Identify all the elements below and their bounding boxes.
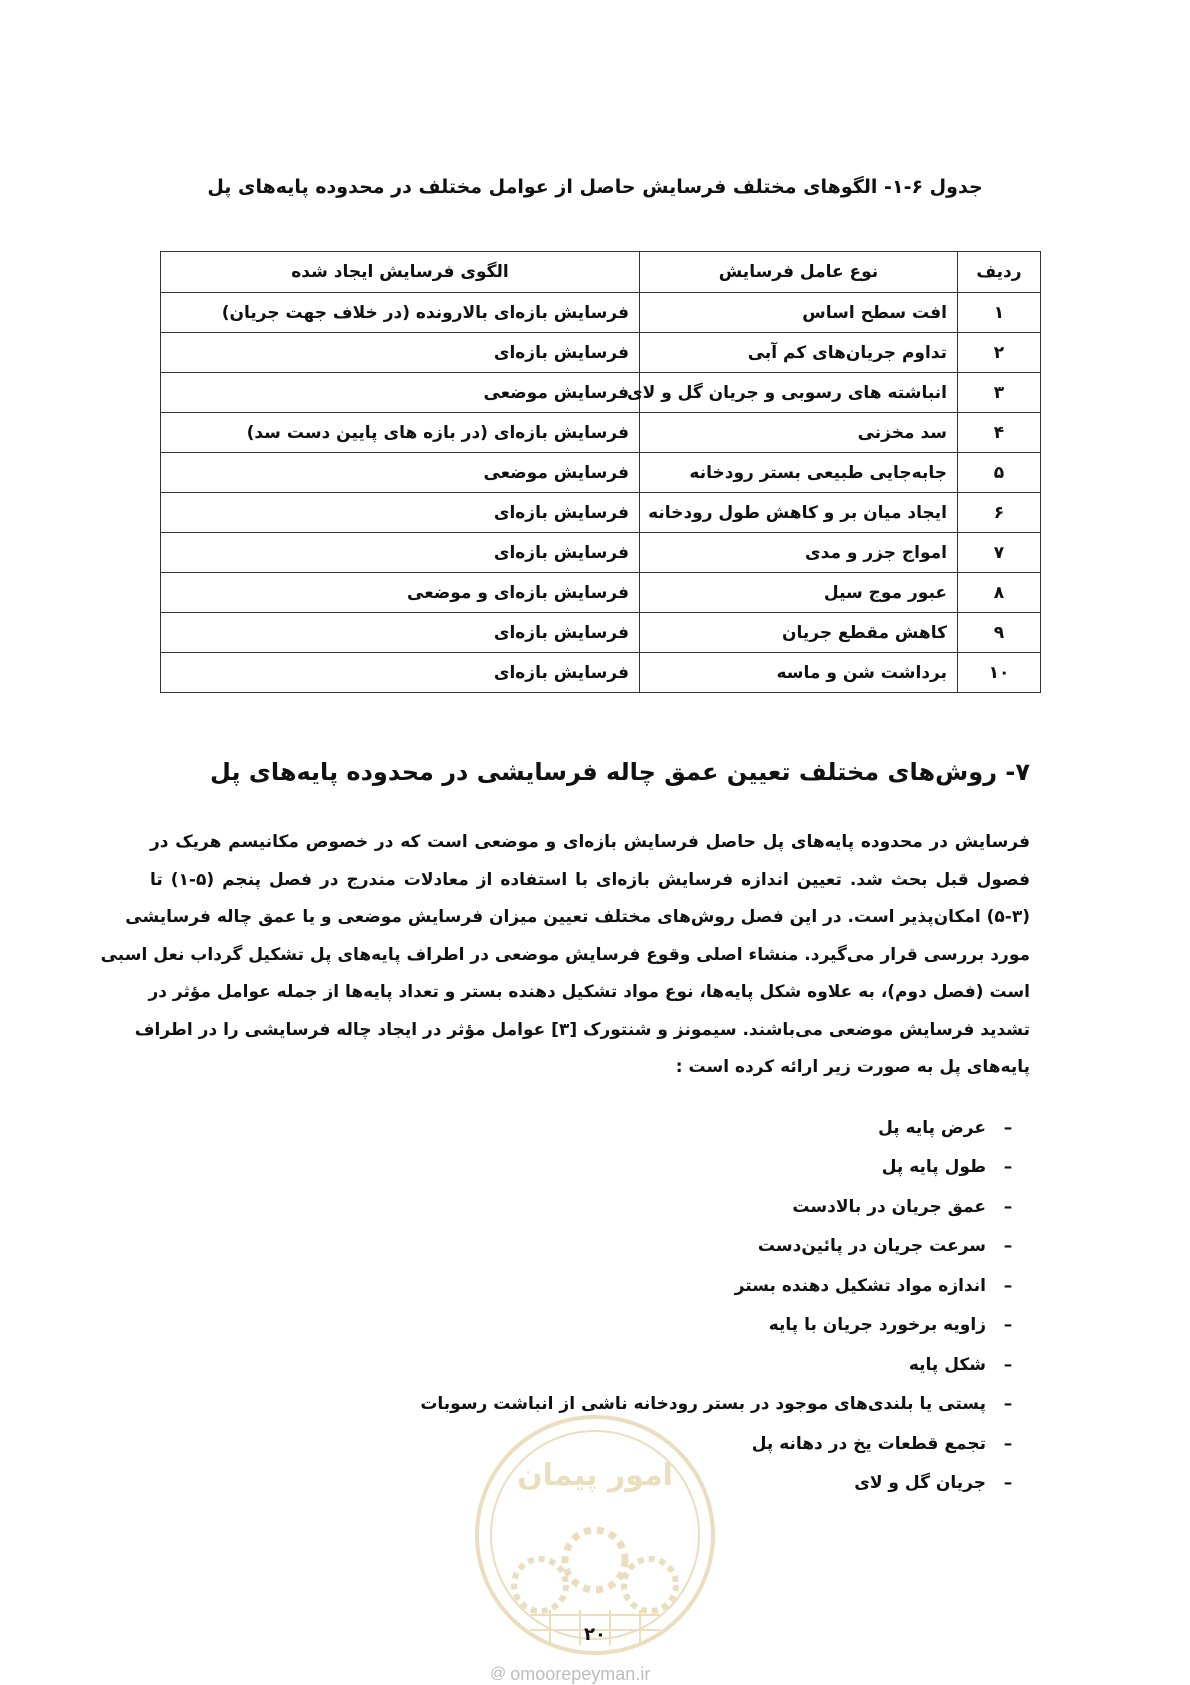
at-icon: @ [490, 1665, 507, 1682]
list-item-text: پستی یا بلندی‌های موجود در بستر رودخانه ناشی از انباشت رسوبات [420, 1394, 986, 1415]
row-pattern: فرسایش بازه‌ای بالارونده (در خلاف جهت جریان) [161, 293, 640, 333]
table-row [161, 613, 1041, 653]
dash-bullet: – [1003, 1275, 1013, 1296]
table-row [161, 293, 1041, 333]
stamp-text: امور پیمان [517, 1458, 673, 1493]
dash-bullet: – [1003, 1394, 1013, 1415]
row-agent: تداوم جریان‌های کم آبی [640, 333, 958, 373]
table-row [161, 453, 1041, 493]
row-number: ۱ [958, 293, 1041, 333]
paragraph-line: فرسایش در محدوده پایه‌های پل حاصل فرسایش بازه‌ای و موضعی است که در خصوص مکانیسم هریک در [150, 832, 1030, 852]
row-pattern: فرسایش بازه‌ای [161, 333, 640, 373]
table-row [161, 573, 1041, 613]
table-row [161, 373, 1041, 413]
dash-bullet: – [1003, 1354, 1013, 1375]
dash-bullet: – [1003, 1196, 1013, 1217]
row-number: ۱۰ [958, 653, 1041, 693]
row-pattern: فرسایش بازه‌ای [161, 533, 640, 573]
table-caption: جدول ۶-۱- الگوهای مختلف فرسایش حاصل از عوامل مختلف در محدوده پایه‌های پل [207, 176, 983, 198]
watermark-stamp-logo [470, 1410, 720, 1660]
list-item-text: تجمع قطعات یخ در دهانه پل [751, 1433, 986, 1454]
list-item-text: عمق جریان در بالادست [792, 1196, 986, 1217]
row-pattern: فرسایش موضعی [161, 373, 640, 413]
section-heading: ۷- روش‌های مختلف تعیین عمق چاله فرسایشی در محدوده پایه‌های پل [210, 758, 1030, 786]
row-pattern: فرسایش بازه‌ای (در بازه های پایین دست سد) [161, 413, 640, 453]
row-agent: برداشت شن و ماسه [640, 653, 958, 693]
row-number: ۶ [958, 493, 1041, 533]
row-number: ۹ [958, 613, 1041, 653]
row-number: ۵ [958, 453, 1041, 493]
page-number: ۲۰ [584, 1624, 606, 1645]
paragraph-line: فصول قبل بحث شد. تعیین اندازه فرسایش بازه‌ای با استفاده از معادلات مندرج در فصل پنجم (۵-۱) تا [150, 869, 1030, 890]
list-item [330, 1148, 1030, 1188]
row-pattern: فرسایش موضعی [161, 453, 640, 493]
dash-bullet: – [1003, 1117, 1013, 1138]
paragraph-line: (۵-۳) امکان‌پذیر است. در این فصل روش‌های مختلف تعیین میزان فرسایش موضعی و یا عمق چاله فرسایشی [125, 907, 1030, 927]
list-item [330, 1187, 1030, 1227]
list-item-text: شکل پایه [908, 1354, 986, 1375]
paragraph-line: است (فصل دوم)، به علاوه شکل پایه‌ها، نوع مواد تشکیل دهنده بستر و تعداد پایه‌ها از جمله عوامل مؤثر در [148, 982, 1030, 1002]
list-item [330, 1345, 1030, 1385]
list-item [330, 1266, 1030, 1306]
table-row [161, 533, 1041, 573]
list-item-text: جریان گل و لای [854, 1473, 986, 1494]
paragraph-line: تشدید فرسایش موضعی می‌باشند. سیمونز و شنتورک [۳] عوامل مؤثر در ایجاد چاله فرسایشی را در اطراف [134, 1019, 1030, 1040]
dash-bullet: – [1003, 1473, 1013, 1494]
dash-bullet: – [1003, 1157, 1013, 1178]
row-agent: امواج جزر و مدی [640, 533, 958, 573]
row-number: ۲ [958, 333, 1041, 373]
watermark-url-text: omoorepeyman.ir [510, 1663, 651, 1684]
list-item-text: عرض پایه پل [878, 1117, 986, 1138]
list-item-text: زاویه برخورد جریان با پایه [768, 1315, 986, 1336]
row-agent: جابه‌جایی طبیعی بستر رودخانه [640, 453, 958, 493]
row-pattern: فرسایش بازه‌ای و موضعی [161, 573, 640, 613]
row-pattern: فرسایش بازه‌ای [161, 493, 640, 533]
dash-bullet: – [1003, 1433, 1013, 1454]
dash-bullet: – [1003, 1236, 1013, 1257]
row-agent: کاهش مقطع جریان [640, 613, 958, 653]
row-agent: افت سطح اساس [640, 293, 958, 333]
header-pattern: الگوی فرسایش ایجاد شده [161, 252, 640, 293]
table-row [161, 653, 1041, 693]
row-number: ۴ [958, 413, 1041, 453]
row-number: ۳ [958, 373, 1041, 413]
list-item-text: طول پایه پل [881, 1157, 986, 1178]
list-item-text: سرعت جریان در پائین‌دست [757, 1236, 986, 1257]
table-header-row [161, 252, 1041, 293]
table-row [161, 333, 1041, 373]
header-agent: نوع عامل فرسایش [640, 252, 958, 293]
list-item-text: اندازه مواد تشکیل دهنده بستر [734, 1275, 986, 1296]
row-pattern: فرسایش بازه‌ای [161, 653, 640, 693]
list-item [330, 1227, 1030, 1267]
dash-bullet: – [1003, 1315, 1013, 1336]
row-agent: ایجاد میان بر و کاهش طول رودخانه [640, 493, 958, 533]
watermark-url [490, 1664, 710, 1684]
table-row [161, 413, 1041, 453]
paragraph-line: پایه‌های پل به صورت زیر ارائه کرده است : [675, 1057, 1030, 1077]
body-paragraph [100, 824, 1030, 1087]
row-pattern: فرسایش بازه‌ای [161, 613, 640, 653]
scour-patterns-table [160, 251, 1041, 693]
row-agent: عبور موج سیل [640, 573, 958, 613]
list-item [330, 1306, 1030, 1346]
list-item [330, 1108, 1030, 1148]
row-agent: سد مخزنی [640, 413, 958, 453]
row-agent: انباشته های رسوبی و جریان گل و لای [640, 373, 958, 413]
header-row-number: ردیف [958, 252, 1041, 293]
table-row [161, 493, 1041, 533]
row-number: ۷ [958, 533, 1041, 573]
paragraph-line: مورد بررسی قرار می‌گیرد. منشاء اصلی وقوع فرسایش موضعی در اطراف پایه‌های پل تشکیل گرداب نعل اسبی [100, 944, 1030, 965]
row-number: ۸ [958, 573, 1041, 613]
